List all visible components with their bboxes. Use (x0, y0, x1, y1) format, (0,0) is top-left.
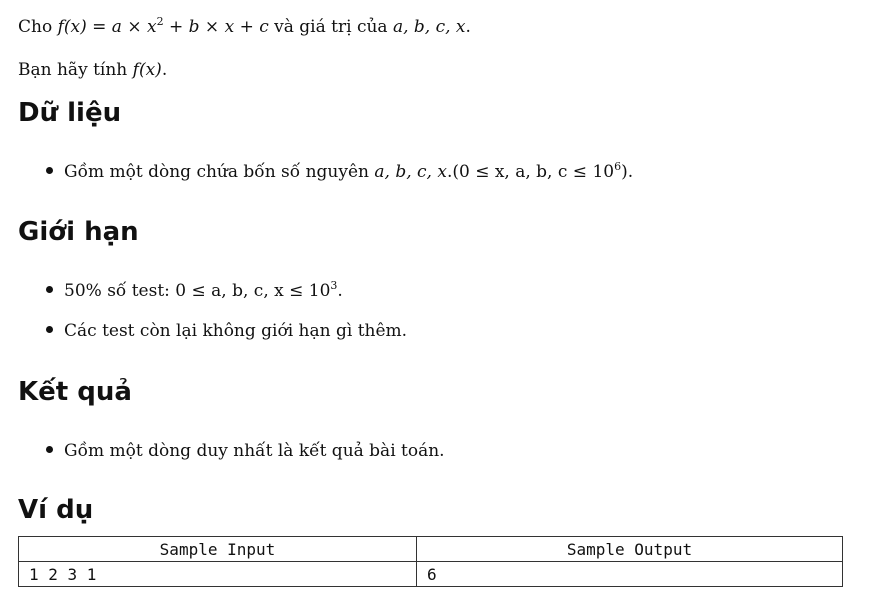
sample-output-header: Sample Output (416, 537, 842, 562)
bullet-text: . (337, 281, 343, 301)
bullet-text: Gồm một dòng duy nhất là kết quả bài toán. (64, 441, 445, 461)
statement-text: Bạn hãy tính (18, 60, 133, 80)
statement-text: . (465, 17, 471, 37)
limits-bullet-1 (46, 280, 343, 302)
statement-text: . (161, 60, 168, 80)
variables: a, b, c, x (392, 17, 466, 37)
bullet-dot (46, 167, 53, 174)
formula: f(x) = a × x (57, 17, 157, 37)
formula-rest: + b × x + c (163, 17, 269, 37)
formula: f(x) (132, 60, 162, 80)
exponent: 3 (330, 279, 338, 292)
statement-line-1 (18, 16, 471, 38)
exponent: 2 (156, 15, 164, 28)
bullet-text: ). (621, 162, 634, 182)
sample-table (18, 536, 843, 587)
bullet-text: Gồm một dòng chứa bốn số nguyên (64, 162, 375, 182)
bullet-dot (46, 326, 53, 333)
statement-text: Cho (18, 17, 58, 37)
sample-input-header: Sample Input (19, 537, 417, 562)
table-row (19, 562, 843, 587)
section-title-input: Dữ liệu (18, 98, 122, 128)
bullet-dot (46, 446, 53, 453)
limits-bullet-2 (46, 320, 407, 342)
constraint: 0 ≤ a, b, c, x ≤ 10 (175, 281, 331, 301)
section-title-example: Ví dụ (18, 495, 94, 525)
section-title-output: Kết quả (18, 377, 132, 407)
constraint: .(0 ≤ x, a, b, c ≤ 10 (446, 162, 615, 182)
statement-text: và giá trị của (268, 17, 393, 37)
output-bullet (46, 440, 445, 462)
bullet-dot (46, 286, 53, 293)
bullet-text: Các test còn lại không giới hạn gì thêm. (64, 321, 408, 341)
sample-input-cell: 1 2 3 1 (19, 562, 417, 587)
variables: a, b, c, x (374, 162, 447, 182)
bullet-text: 50% số test: (64, 281, 176, 301)
section-title-limits: Giới hạn (18, 217, 139, 247)
sample-output-cell: 6 (416, 562, 842, 587)
input-bullet (46, 161, 633, 183)
exponent: 6 (614, 160, 622, 173)
sample-header-row (19, 537, 843, 562)
statement-line-2 (18, 59, 167, 81)
